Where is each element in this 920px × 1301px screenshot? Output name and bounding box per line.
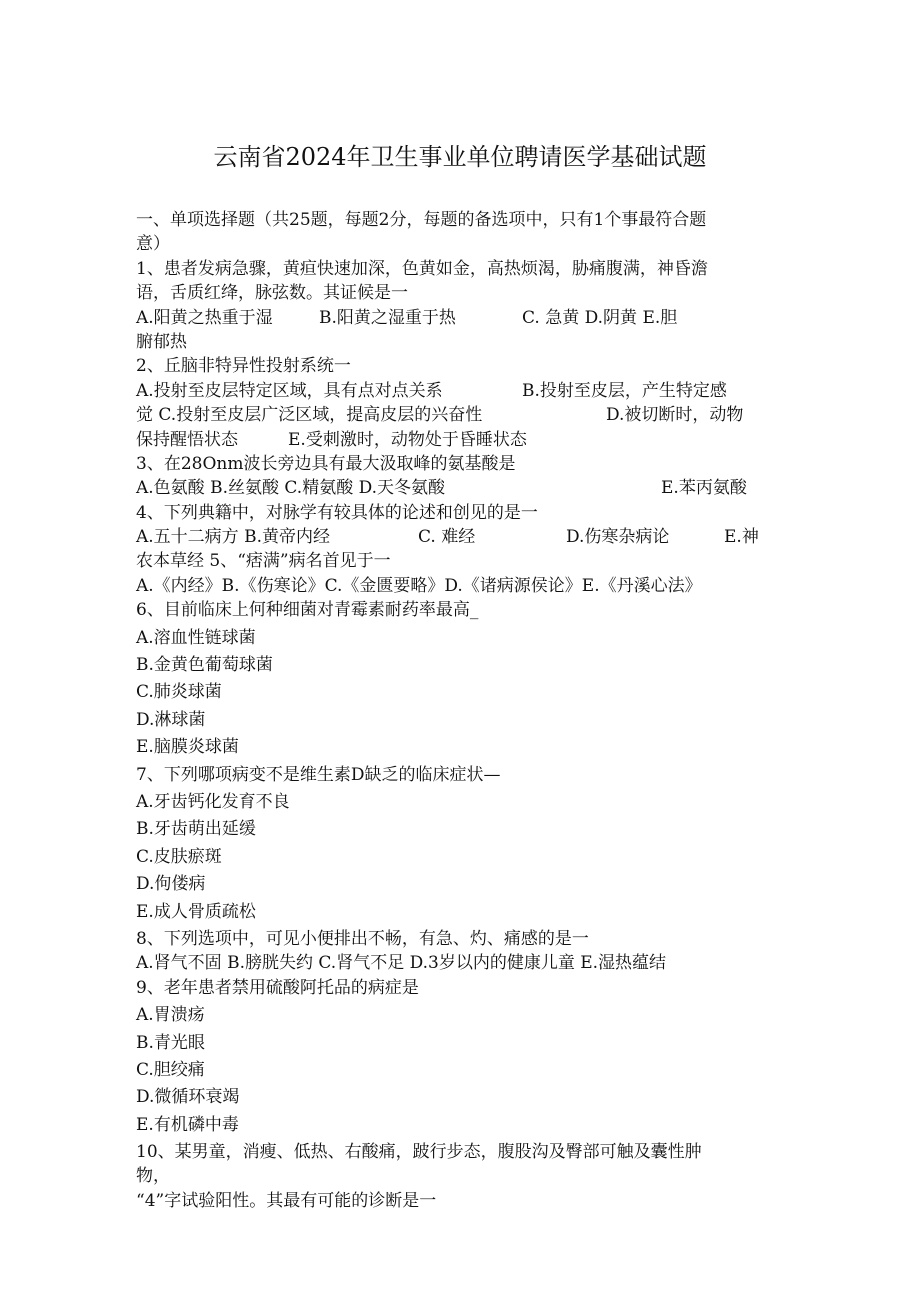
q7-stem: 7、下列哪项病变不是维生素D缺乏的临床症状— (136, 764, 501, 785)
q9-option-c: C.胆绞痛 (136, 1059, 205, 1080)
q2-option-d-tail: 保持醒悟状态 (136, 429, 238, 450)
q7-option-b: B.牙齿萌出延缓 (136, 819, 256, 840)
q10-stem-line-3: “4”字试验阳性。其最有可能的诊断是一 (136, 1190, 437, 1211)
q7-option-d: D.佝偻病 (136, 874, 206, 895)
q5-options: A.《内经》B.《伤寒论》C.《金匮要略》D.《诸病源侯论》E.《丹溪心法》 (136, 575, 702, 596)
q10-stem-line-1: 10、某男童，消瘦、低热、右酸痛，跛行步态，腹股沟及臀部可触及囊性肿 (136, 1142, 702, 1163)
q4-options (136, 525, 786, 549)
q1-stem-line-1: 1、患者发病急骤，黄疸快速加深，色黄如金，高热烦渴，胁痛腹满，神昏澹 (136, 258, 708, 279)
section-header-line-2: 意） (136, 234, 170, 255)
q1-options (136, 306, 786, 330)
q9-option-d: D.微循环衰竭 (136, 1087, 240, 1108)
q9-stem: 9、老年患者禁用硫酸阿托品的病症是 (136, 977, 419, 998)
section-header-line-1: 一、单项选择题（共25题，每题2分，每题的备选项中，只有1个事最符合题 (136, 210, 707, 230)
q4-option-e-tail-q5-stem: 农本草经 5、“痞满”病名首见于一 (136, 551, 391, 572)
q7-option-c: C.皮肤瘀斑 (136, 846, 222, 867)
q10-stem-line-2: 物， (136, 1166, 170, 1187)
q1-option-tail: 腑郁热 (136, 331, 187, 352)
q6-option-c: C.肺炎球菌 (136, 682, 222, 703)
q6-option-b: B.金黄色葡萄球菌 (136, 655, 273, 676)
q2-options-row-2 (136, 403, 786, 427)
q3-option-e: E.苯丙氨酸 (661, 478, 747, 499)
q9-option-b: B.青光眼 (136, 1032, 205, 1053)
q6-option-a: A.溶血性链球菌 (136, 627, 256, 648)
q6-option-d: D.淋球菌 (136, 709, 206, 730)
q2-option-b: B.投射至皮层，产生特定感 (522, 380, 727, 401)
q9-option-e: E.有机磷中毒 (136, 1114, 239, 1135)
q7-option-e: E.成人骨质疏松 (136, 901, 256, 922)
q2-stem: 2、丘脑非特异性投射系统一 (136, 356, 351, 377)
q3-options (136, 476, 786, 500)
page-title: 云南省2024年卫生事业单位聘请医学基础试题 (213, 143, 707, 171)
q1-stem-line-2: 语，舌质红绛，脉弦数。其证候是一 (136, 283, 408, 304)
q2-option-a: A.投射至皮层特定区域，具有点对点关系 (136, 380, 443, 401)
document-body (136, 208, 786, 1213)
q9-option-a: A.胃溃疡 (136, 1005, 205, 1026)
q8-options: A.肾气不固 B.膀胱失约 C.肾气不足 D.3岁以内的健康儿童 E.湿热蕴结 (136, 953, 667, 974)
q8-stem: 8、下列选项中，可见小便排出不畅，有急、灼、痛感的是一 (136, 928, 589, 949)
q7-option-a: A.牙齿钙化发育不良 (136, 791, 290, 812)
q1-option-cde: C. 急黄 D.阴黄 E.胆 (522, 307, 678, 328)
q4-option-e: E.神 (724, 527, 759, 548)
q1-option-b: B.阳黄之湿重于热 (319, 307, 456, 328)
q3-option-abcd: A.色氨酸 B.丝氨酸 C.精氨酸 D.天冬氨酸 (136, 478, 446, 499)
q4-option-c: C. 难经 (418, 527, 476, 548)
q2-option-c: 觉 C.投射至皮层广泛区域，提高皮层的兴奋性 (136, 405, 483, 426)
q2-options-row-1 (136, 379, 786, 403)
q2-options-row-3 (136, 428, 786, 452)
q2-option-e: E.受刺激时，动物处于昏睡状态 (288, 429, 527, 450)
q6-stem: 6、目前临床上何种细菌对青霉素耐药率最高_ (136, 600, 479, 621)
q3-stem: 3、在28Onm波长旁边具有最大汲取峰的氨基酸是 (136, 453, 516, 474)
q1-option-a: A.阳黄之热重于湿 (136, 307, 273, 328)
q2-option-d: D.被切断时，动物 (606, 405, 744, 426)
q4-option-ab: A.五十二病方 B.黄帝内经 (136, 527, 330, 548)
q4-stem: 4、下列典籍中，对脉学有较具体的论述和创见的是一 (136, 502, 538, 523)
q4-option-d: D.伤寒杂病论 (566, 527, 670, 548)
q6-option-e: E.脑膜炎球菌 (136, 737, 239, 758)
